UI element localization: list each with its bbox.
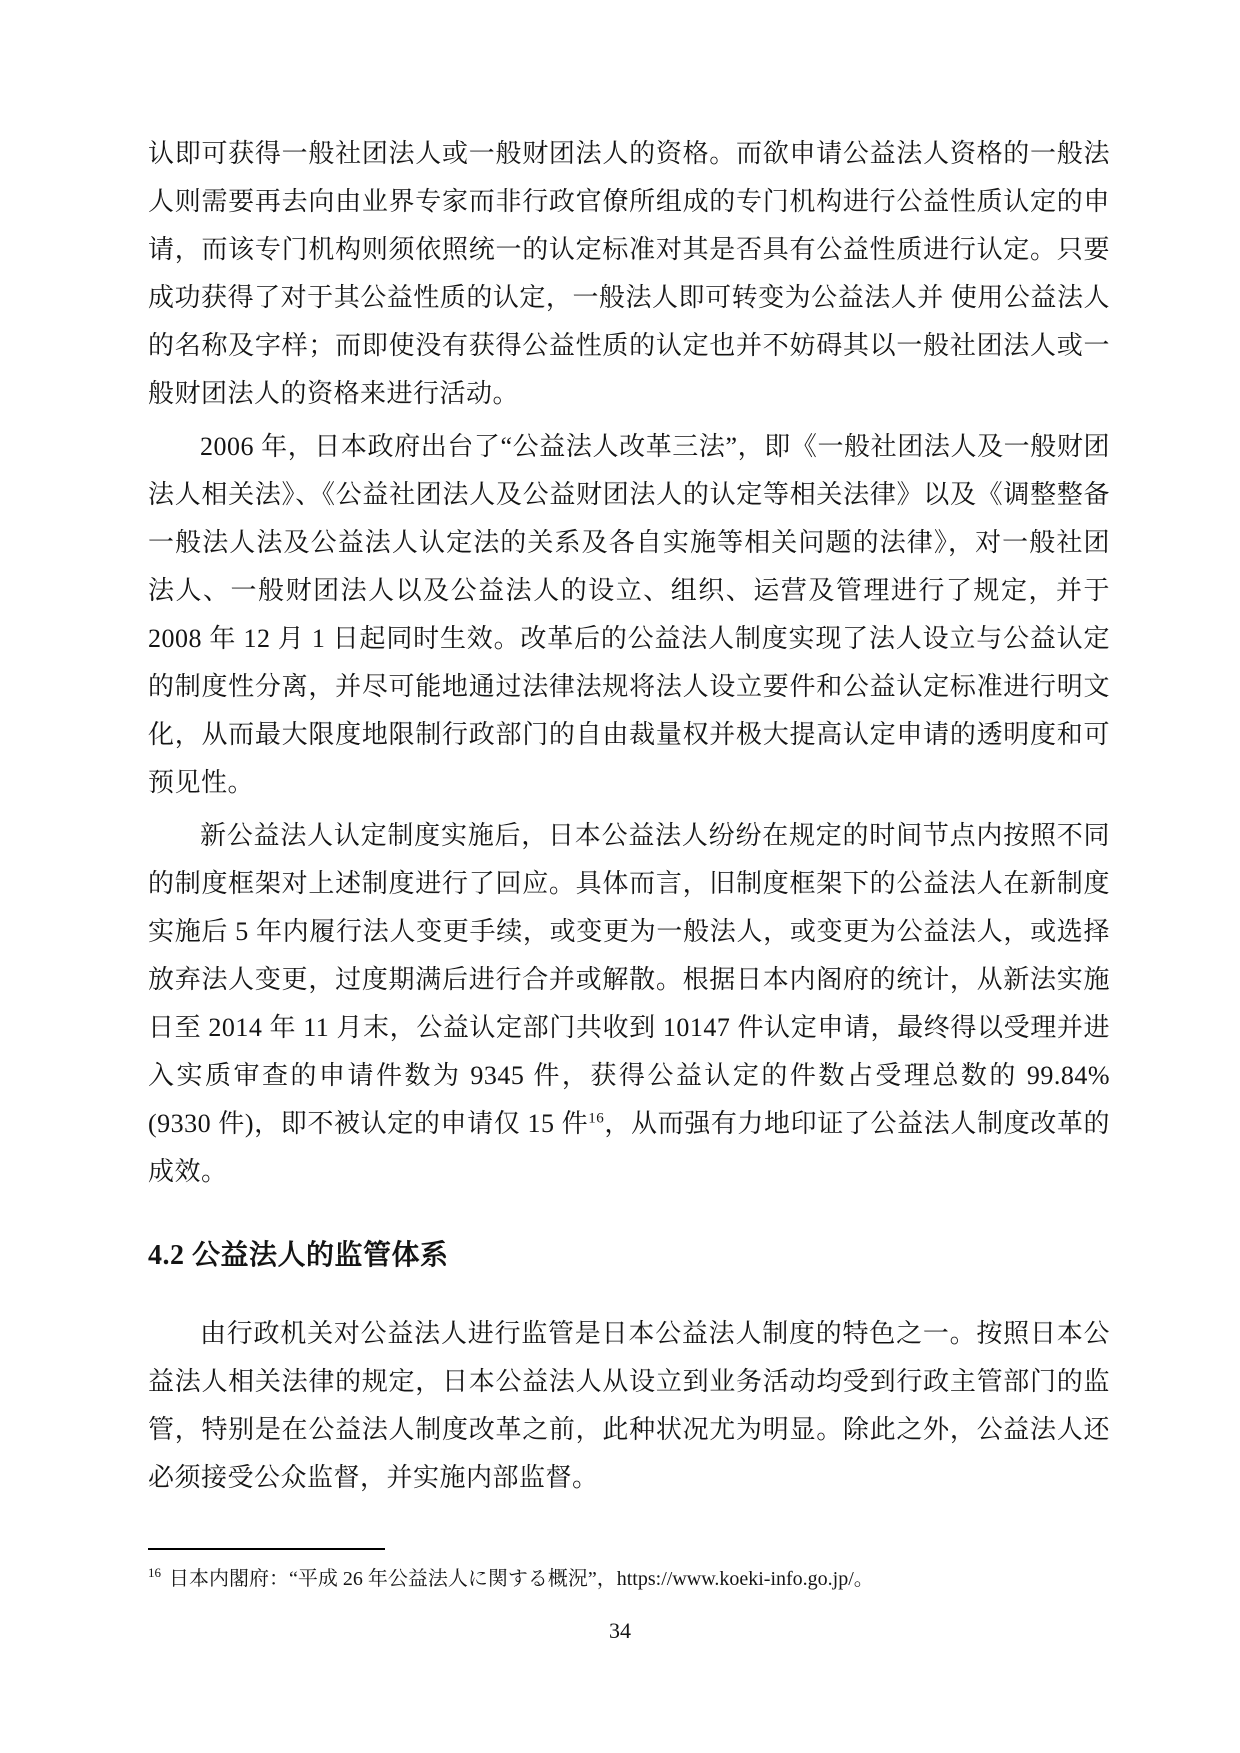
paragraph-supervision-system: 由行政机关对公益法人进行监管是日本公益法人制度的特色之一。按照日本公益法人相关法律的规定，日本公益法人从设立到业务活动均受到行政主管部门的监管，特别是在公益法人制度改革之前，此种状况尤为明显。除此之外，公益法人还必须接受公众监督，并实施内部监督。 [148,1319,1110,1492]
footnote-text: 日本内閣府：“平成 26 年公益法人に関する概況”，https://www.koeki-info.go.jp/。 [169,1568,874,1590]
footnote-marker: 16 [148,1565,161,1581]
paragraph-2006-reform-laws: 2006 年，日本政府出台了“公益法人改革三法”，即《一般社团法人及一般财团法人相关法》、《公益社团法人及公益财团法人的认定等相关法律》以及《调整整备一般法人法及公益法人认定法的关系及各自实施等相关问题的法律》，对一般社团法人、一般财团法人以及公益法人的设立、组织、运营及管理进行了规定，并于 2008 年 12 月 1 日起同时生效。改革后的公益法人制度实现了法人设立与公益认定的制度性分离，并尽可能地通过法律法规将法人设立要件和公益认定标准进行明文化，从而最大限度地限制行政部门的自由裁量权并极大提高认定申请的透明度和可预见性。 [148,432,1110,797]
footnote-16 [148,1564,1110,1594]
paragraph-continuation: 认即可获得一般社团法人或一般财团法人的资格。而欲申请公益法人资格的一般法人则需要再去向由业界专家而非行政官僚所组成的专门机构进行公益性质认定的申请，而该专门机构则须依照统一的认定标准对其是否具有公益性质进行认定。只要成功获得了对于其公益性质的认定，一般法人即可转变为公益法人并 使用公益法人的名称及字样；而即使没有获得公益性质的认定也并不妨碍其以一般社团法人或一般财团法人的资格来进行活动。 [148,139,1110,408]
paragraph-text-before-footnote: 新公益法人认定制度实施后，日本公益法人纷纷在规定的时间节点内按照不同的制度框架对上述制度进行了回应。具体而言，旧制度框架下的公益法人在新制度实施后 5 年内履行法人变更手续，或变更为一般法人，或变更为公益法人，或选择放弃法人变更，过度期满后进行合并或解散。根据日本内阁府的统计，从新法实施日至 2014 年 11 月末，公益认定部门共收到 10147 件认定申请，最终得以受理并进入实质审查的申请件数为 9345 件，获得公益认定的件数占受理总数的 99.84%(9330 件)，即不被认定的申请仅 15 件 [148,821,1110,1138]
footnote-divider [148,1548,385,1550]
footnote-ref-16: 16 [588,1110,605,1127]
page-content [148,130,1110,1502]
section-heading-4-2: 4.2 公益法人的监管体系 [148,1240,449,1271]
paragraph-new-certification-system [148,812,1110,1196]
footnote-area [148,1548,1110,1594]
page-number: 34 [609,1618,631,1643]
paragraph-text-after-footnote: ，从而强有力地印证了公益法人制度改革的成效。 [148,1109,1110,1186]
